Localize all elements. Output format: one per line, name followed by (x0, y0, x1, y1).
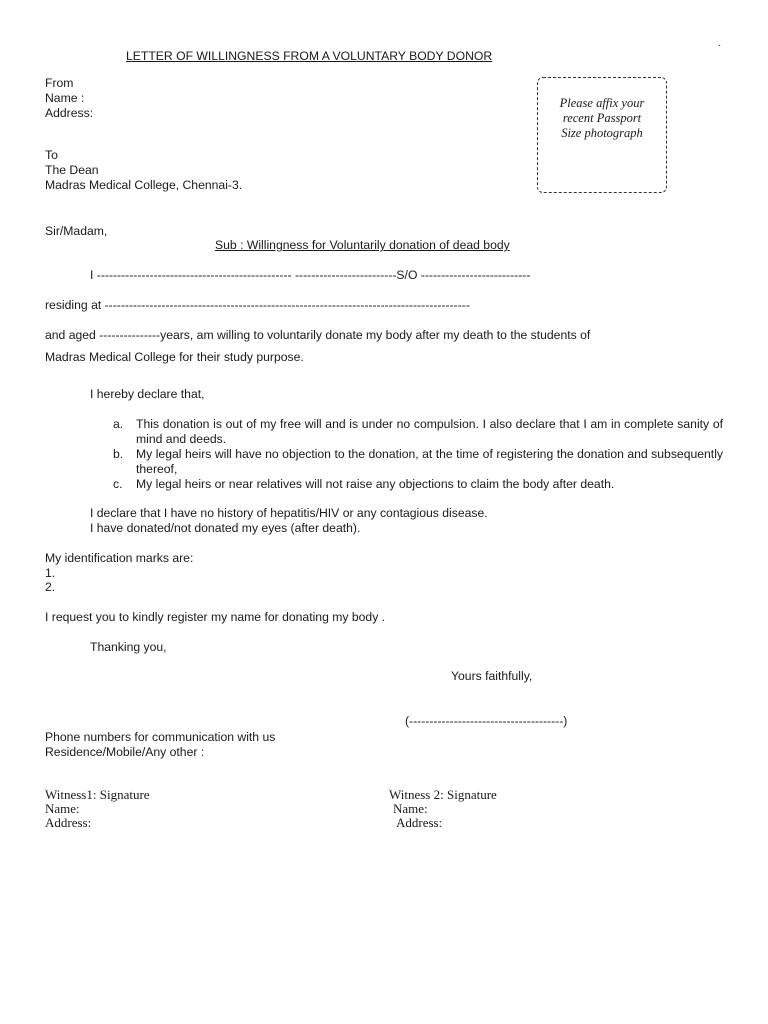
age-statement: and aged ---------------years, am willing to voluntarily donate my body after my death to the students of (45, 328, 591, 342)
list-marker: c. (113, 477, 123, 491)
declaration-intro: I hereby declare that, (90, 387, 205, 401)
salutation: Sir/Madam, (45, 224, 108, 238)
photo-instructions (538, 96, 666, 141)
residence-fill-line: residing at ------------------------------------------------------------------------------------------ (45, 298, 470, 312)
witness2-name-label: Name: (393, 801, 428, 816)
list-item-text: My legal heirs or near relatives will not raise any objections to claim the body after death. (136, 477, 615, 491)
donor-name-fill-line: I ------------------------------------------------ -------------------------S/O --------------------------- (90, 268, 531, 282)
list-item-text: My legal heirs will have no objection to the donation, at the time of registering the donation and subsequently thereof, (136, 447, 723, 476)
purpose-statement: Madras Medical College for their study purpose. (45, 350, 304, 364)
address-label: Address: (45, 106, 94, 120)
eyes-declaration: I have donated/not donated my eyes (after death). (90, 521, 361, 535)
list-item (110, 417, 723, 447)
recipient-address: Madras Medical College, Chennai-3. (45, 178, 243, 192)
name-label: Name : (45, 91, 85, 105)
list-item (110, 447, 723, 477)
health-declaration: I declare that I have no history of hepatitis/HIV or any contagious disease. (90, 506, 488, 520)
photo-instruction-line: Size photograph (561, 126, 643, 140)
photo-instruction-line: Please affix your (559, 96, 645, 110)
closing-line: Yours faithfully, (451, 669, 533, 683)
thanking-line: Thanking you, (90, 640, 167, 654)
list-marker: a. (113, 417, 124, 431)
subject-line: Sub : Willingness for Voluntarily donation of dead body (215, 238, 510, 252)
declaration-list (110, 417, 723, 492)
to-block (45, 148, 242, 193)
photo-instruction-line: recent Passport (562, 111, 642, 125)
list-marker: b. (113, 447, 124, 461)
witness1-name-label: Name: (45, 801, 80, 816)
phone-label: Phone numbers for communication with us (45, 730, 276, 744)
from-block (45, 76, 93, 121)
recipient-title: The Dean (45, 163, 99, 177)
list-item (110, 477, 723, 492)
identification-mark-2: 2. (45, 580, 56, 594)
donor-signature-line: (--------------------------------------) (405, 714, 568, 728)
list-item-text: This donation is out of my free will and is under no compulsion. I also declare that I am in complete sanity of mind and deeds. (136, 417, 723, 446)
identification-marks-title: My identification marks are: (45, 551, 194, 565)
witness1-signature-label: Witness1: Signature (45, 787, 150, 802)
registration-request: I request you to kindly register my name for donating my body . (45, 610, 386, 624)
witness2-signature-label: Witness 2: Signature (389, 787, 497, 802)
witness1-address-label: Address: (45, 815, 92, 830)
witness2-address-label: Address: (396, 815, 443, 830)
passport-photo-placeholder (537, 77, 667, 193)
from-label: From (45, 76, 74, 90)
corner-mark: · (718, 40, 722, 51)
document-title: LETTER OF WILLINGNESS FROM A VOLUNTARY BODY DONOR (126, 49, 493, 63)
phone-types-label: Residence/Mobile/Any other : (45, 745, 205, 759)
identification-mark-1: 1. (45, 566, 56, 580)
to-label: To (45, 148, 58, 162)
